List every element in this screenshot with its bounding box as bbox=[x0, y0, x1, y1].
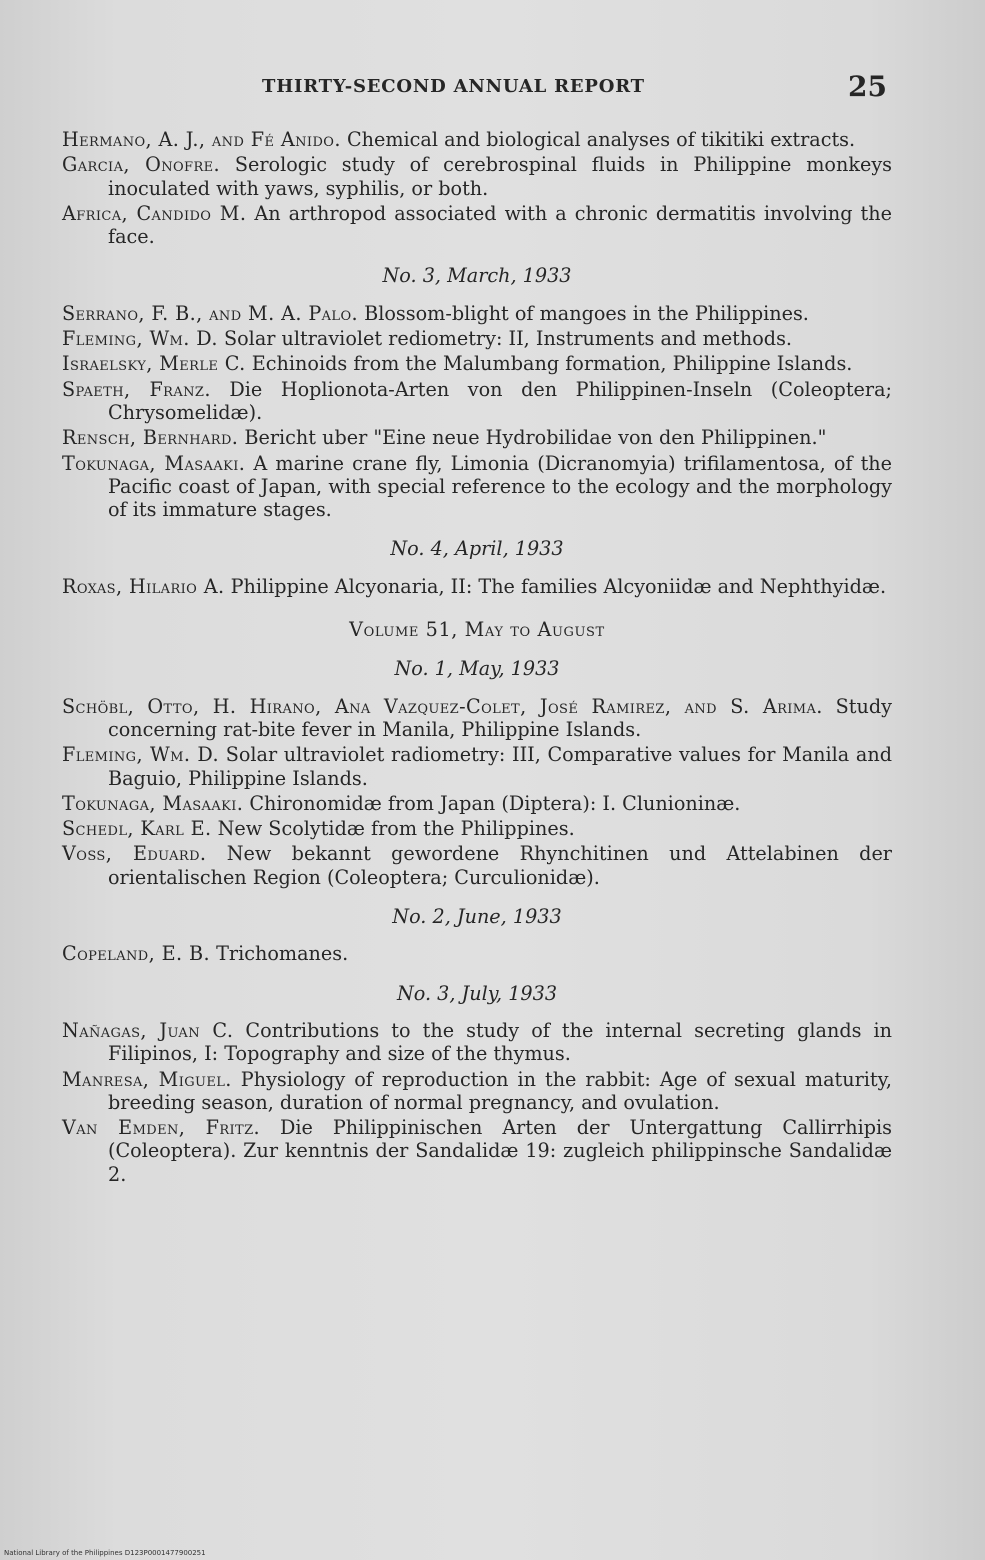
entry-author: Garcia, Onofre. bbox=[62, 153, 221, 177]
bibliography-entry bbox=[62, 452, 892, 522]
entry-title: Solar ultraviolet radiometry: III, Comparative values for Manila and Baguio, Philippine Islands. bbox=[108, 743, 892, 790]
entry-author: Tokunaga, Masaaki. bbox=[62, 791, 244, 815]
entry-title: Chironomidæ from Japan (Diptera): I. Clunioninæ. bbox=[249, 791, 741, 815]
entry-title: An arthropod associated with a chronic dermatitis involving the face. bbox=[108, 201, 892, 249]
entry-title: New bekannt gewordene Rhynchitinen und Attelabinen der orientalischen Region (Coleoptera; Curculionidæ). bbox=[108, 842, 892, 889]
entry-title: Serologic study of cerebrospinal fluids in Philippine monkeys inoculated with yaws, syphilis, or both. bbox=[108, 153, 892, 200]
entry-author: Nañagas, Juan C. bbox=[62, 1018, 234, 1042]
entry-author: Copeland, E. B. bbox=[62, 942, 210, 966]
page-number: 25 bbox=[848, 70, 887, 103]
bibliography-entry bbox=[62, 302, 892, 325]
issue-heading-july: No. 3, July, 1933 bbox=[396, 981, 558, 1005]
entry-title: Contributions to the study of the internal secreting glands in Filipinos, I: Topography and size of the thymus. bbox=[108, 1018, 892, 1066]
entry-author: Serrano, F. B., and M. A. Palo. bbox=[62, 301, 359, 325]
entry-author: Tokunaga, Masaaki. bbox=[62, 451, 246, 475]
bibliography-entry bbox=[62, 426, 892, 449]
entry-author: Rensch, Bernhard. bbox=[62, 426, 239, 450]
bibliography-entry bbox=[62, 153, 892, 200]
issue-heading-april: No. 4, April, 1933 bbox=[390, 537, 564, 561]
entry-author: Schöbl, Otto, H. Hirano, Ana Vazquez-Colet, José Ramirez, and S. Arima. bbox=[62, 694, 823, 718]
issue-heading-march: No. 3, March, 1933 bbox=[382, 264, 572, 288]
entry-author: Hermano, A. J., and Fé Anido. bbox=[62, 128, 341, 151]
bibliography-entry bbox=[62, 792, 892, 815]
entries-july bbox=[62, 1019, 892, 1186]
entry-author: Roxas, Hilario A. bbox=[62, 574, 225, 598]
entry-title: Study concerning rat-bite fever in Manila, Philippine Islands. bbox=[108, 694, 892, 741]
entry-author: Manresa, Miguel. bbox=[62, 1067, 232, 1091]
entry-author: Fleming, Wm. D. bbox=[62, 743, 220, 767]
bibliography-entry bbox=[62, 695, 892, 742]
bibliography-entry bbox=[62, 378, 892, 425]
entries-may bbox=[62, 695, 892, 889]
entries-top bbox=[62, 128, 892, 248]
entry-author: Fleming, Wm. D. bbox=[62, 327, 218, 351]
bibliography-entry bbox=[62, 1068, 892, 1115]
bibliography-entry bbox=[62, 202, 892, 249]
entry-title: Echinoids from the Malumbang formation, Philippine Islands. bbox=[251, 352, 853, 376]
entry-title: Blossom-blight of mangoes in the Philippines. bbox=[364, 301, 809, 325]
bibliography-entry bbox=[62, 842, 892, 889]
bibliography-entry bbox=[62, 1019, 892, 1066]
entry-title: Bericht uber "Eine neue Hydrobilidae von den Philippinen." bbox=[244, 426, 827, 450]
entry-author: Van Emden, Fritz. bbox=[62, 1116, 261, 1140]
bibliography-entry bbox=[62, 942, 892, 965]
entry-author: Africa, Candido M. bbox=[62, 201, 247, 225]
entry-title: Trichomanes. bbox=[216, 942, 349, 966]
entry-title: Solar ultraviolet rediometry: II, Instruments and methods. bbox=[223, 327, 793, 351]
entry-title: A marine crane fly, Limonia (Dicranomyia) trifilamentosa, of the Pacific coast of Japan, with special reference to the ecology and the morphology of its immature stages. bbox=[108, 451, 893, 522]
page-header bbox=[262, 70, 887, 106]
entry-author: Voss, Eduard. bbox=[62, 842, 207, 866]
entries-april bbox=[62, 575, 892, 598]
bibliography-entry bbox=[62, 817, 892, 840]
entry-author: Israelsky, Merle C. bbox=[62, 352, 246, 376]
entry-title: Chemical and biological analyses of tikitiki extracts. bbox=[346, 128, 856, 151]
bibliography-entry bbox=[62, 1116, 892, 1186]
volume-heading: Volume 51, May to August bbox=[349, 618, 605, 642]
entries-june bbox=[62, 942, 892, 965]
entry-title: New Scolytidæ from the Philippines. bbox=[217, 817, 575, 841]
issue-heading-may: No. 1, May, 1933 bbox=[394, 657, 560, 681]
entry-author: Schedl, Karl E. bbox=[62, 817, 212, 841]
bibliography-entry bbox=[62, 128, 892, 151]
bibliography-entry bbox=[62, 327, 892, 350]
entry-title: Die Philippinischen Arten der Untergattung Callirrhipis (Coleoptera). Zur kenntnis der Sandalidæ 19: zugleich philippinsche Sandalidæ 2. bbox=[108, 1116, 892, 1186]
bibliography-entry bbox=[62, 575, 892, 598]
bibliography-entry bbox=[62, 743, 892, 790]
entry-author: Spaeth, Franz. bbox=[62, 377, 211, 401]
bibliography-entry bbox=[62, 352, 892, 375]
entries-march bbox=[62, 302, 892, 522]
entry-title: Die Hoplionota-Arten von den Philippinen-Inseln (Coleoptera; Chrysomelidæ). bbox=[108, 377, 892, 424]
entry-title: Philippine Alcyonaria, II: The families Alcyoniidæ and Nephthyidæ. bbox=[230, 574, 887, 598]
entry-title: Physiology of reproduction in the rabbit: Age of sexual maturity, breeding season, duration of normal pregnancy, and ovulation. bbox=[108, 1067, 892, 1114]
issue-heading-june: No. 2, June, 1933 bbox=[392, 905, 562, 929]
scan-credit: National Library of the Philippines D123P0001477900251 bbox=[4, 1549, 206, 1557]
running-head: THIRTY-SECOND ANNUAL REPORT bbox=[262, 76, 645, 97]
page-content bbox=[62, 128, 892, 1188]
